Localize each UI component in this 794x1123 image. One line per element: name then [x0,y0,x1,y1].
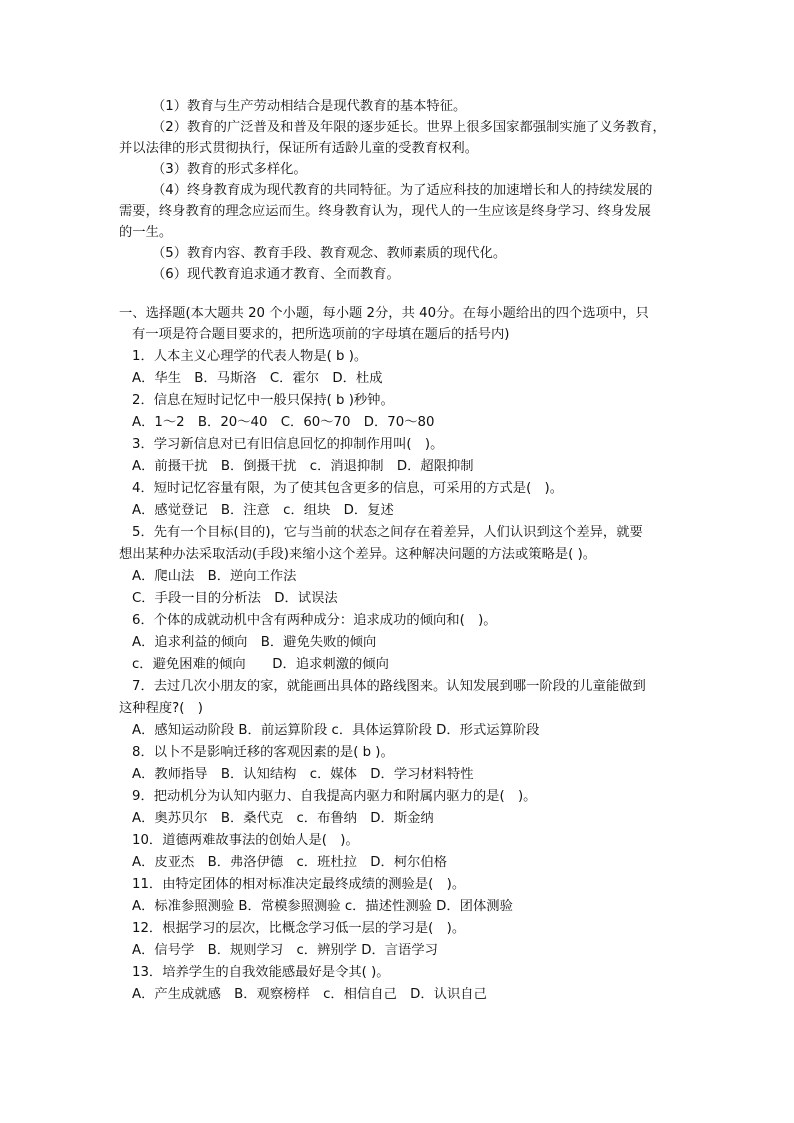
answer-options: A．奥苏贝尔 B．桑代克 c．布鲁纳 D．斯金纳 [132,811,434,826]
answer-options: A．追求利益的倾向 B．避免失败的倾向 [132,635,377,650]
answer-options: A．信号学 B．规则学习 c．辨别学 D．言语学习 [132,943,438,958]
question-stem: 9．把动机分为认知内驱力、自我提高内驱力和附属内驱力的是( )。 [132,789,537,804]
answer-options: c．避免困难的倾向 D．追求刺激的倾向 [132,657,389,672]
paragraph-line: （5）教育内容、教育手段、教育观念、教师素质的现代化。 [152,246,507,261]
answer-options: A．产生成就感 B．观察榜样 c．相信自己 D．认识自己 [132,987,487,1002]
question-stem: 12．根据学习的层次，比概念学习低一层的学习是( )。 [132,921,466,936]
paragraph-line: （3）教育的形式多样化。 [152,162,307,177]
question-stem-continued: 这种程度?( ) [119,701,203,716]
answer-options: A．标准参照测验 B．常模参照测验 c．描述性测验 D．团体测验 [132,899,513,914]
answer-options: A．皮亚杰 B．弗洛伊德 c．班杜拉 D．柯尔伯格 [132,855,448,870]
paragraph-line: （4）终身教育成为现代教育的共同特征。为了适应科技的加速增长和人的持续发展的 [152,183,653,198]
paragraph-line: 的一生。 [119,225,173,240]
paragraph-line: （1）教育与生产劳动相结合是现代教育的基本特征。 [152,99,467,114]
paragraph-line: 并以法律的形式贯彻执行，保证所有适龄儿童的受教育权利。 [119,141,479,156]
section-header-line: 有一项是符合题目要求的，把所选项前的字母填在题后的括号内) [132,327,510,342]
question-stem: 4．短时记忆容量有限，为了使其包含更多的信息，可采用的方式是( )。 [132,481,564,496]
section-header-line: 一、选择题(本大题共 20 个小题，每小题 2分，共 40分。在每小题给出的四个选项中，只 [119,306,649,321]
question-stem-continued: 想出某种办法采取活动(手段)来缩小这个差异。这种解决问题的方法或策略是( )。 [119,547,597,562]
paragraph-line: 需要，终身教育的理念应运而生。终身教育认为，现代人的一生应该是终身学习、终身发展 [119,204,651,219]
question-stem: 6．个体的成就动机中含有两种成分：追求成功的倾向和( )。 [132,613,497,628]
answer-options: A．感觉登记 B．注意 c．组块 D．复述 [132,503,394,518]
question-stem: 7．去过几次小朋友的家，就能画出具体的路线图来。认知发展到哪一阶段的儿童能做到 [132,679,646,694]
answer-options: A．1～2 B．20～40 C．60～70 D．70～80 [132,415,435,430]
answer-options: A．感知运动阶段 B．前运算阶段 c．具体运算阶段 D．形式运算阶段 [132,723,540,738]
question-stem: 2．信息在短时记忆中一般只保持( b )秒钟。 [132,393,394,408]
answer-options: A．教师指导 B．认知结构 c．媒体 D．学习材料特性 [132,767,474,782]
question-stem: 3．学习新信息对已有旧信息回忆的抑制作用叫( )。 [132,437,444,452]
question-stem: 13．培养学生的自我效能感最好是令其( )。 [132,965,390,980]
question-stem: 1．人本主义心理学的代表人物是( b )。 [132,349,368,364]
answer-options: A．爬山法 B．逆向工作法 [132,569,297,584]
answer-options: C．手段一目的分析法 D．试误法 [132,591,338,606]
paragraph-line: （2）教育的广泛普及和普及年限的逐步延长。世界上很多国家都强制实施了义务教育， [152,120,666,135]
answer-options: A．华生 B．马斯洛 C．霍尔 D．杜成 [132,371,383,386]
question-stem: 8．以卜不是影响迁移的客观因素的是( b )。 [132,745,394,760]
paragraph-line: （6）现代教育追求通才教育、全而教育。 [152,267,400,282]
question-stem: 11．由特定团体的相对标准决定最终成绩的测验是( )。 [132,877,466,892]
question-stem: 10．道德两难故事法的创始人是( )。 [132,833,359,848]
question-stem: 5．先有一个目标(目的)，它与当前的状态之间存在着差异，人们认识到这个差异，就要 [132,525,643,540]
answer-options: A．前摄干扰 B．倒摄干扰 c．消退抑制 D．超限抑制 [132,459,474,474]
